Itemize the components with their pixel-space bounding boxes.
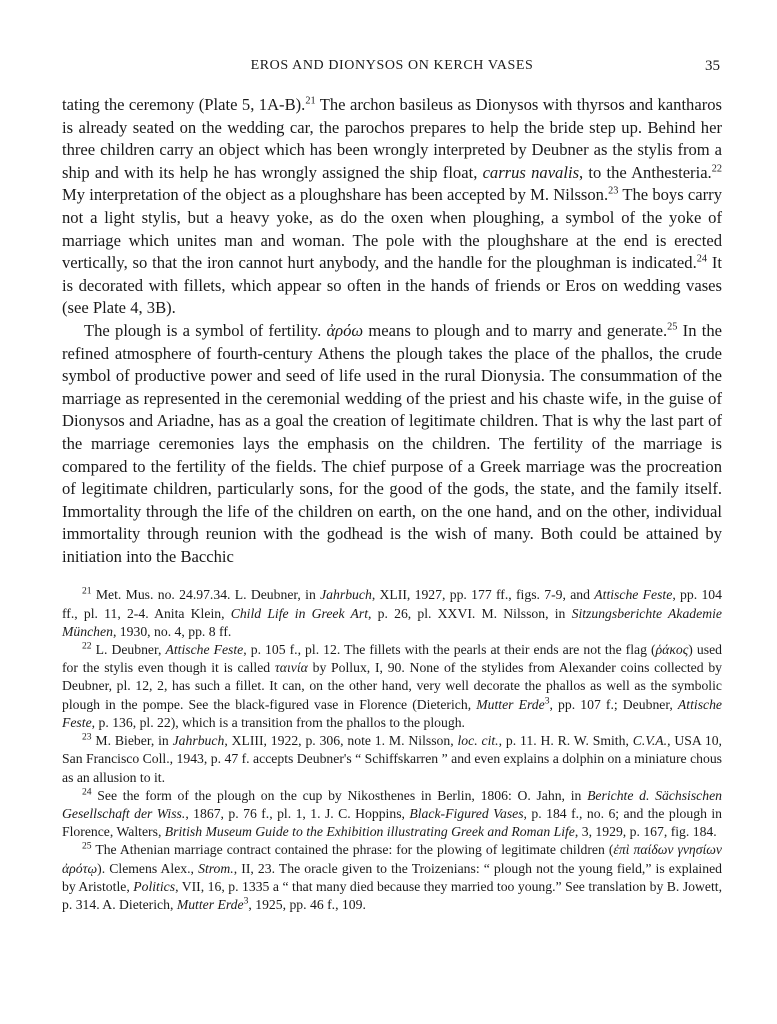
- italic-text: Black-Figured Vases: [409, 805, 524, 821]
- text-run: The plough is a symbol of fertility.: [84, 320, 327, 340]
- page-number: 35: [705, 58, 720, 74]
- text-run: M. Bieber, in: [91, 733, 173, 749]
- footnote-22: [62, 641, 722, 732]
- footnote-ref: 3: [243, 895, 249, 907]
- italic-text: Attische Feste: [165, 642, 244, 658]
- text-run: , USA 10, San Francisco Coll., 1943, p. 47 f. accepts Deubner's “ Schiffskarren ” and even explains a dolphin on a miniature chous as an allusion to it.: [62, 733, 722, 785]
- footnote-ref: 23: [608, 185, 619, 197]
- italic-text: Child Life in Greek Art: [230, 605, 369, 621]
- text-run: ). Clemens Alex.,: [97, 860, 199, 876]
- text-run: , VII, 16, p. 1335 a “ that many died because they married too young.” See translation by B. Jowett, p. 314. A. Dieterich,: [62, 878, 722, 912]
- italic-text: Sitzungsberichte Akademie München: [62, 605, 722, 639]
- text-run: , 1925, pp. 46 f., 109.: [248, 896, 366, 912]
- italic-text: Jahrbuch: [320, 587, 372, 603]
- text-run: , pp. 107 f.; Deubner,: [549, 696, 678, 712]
- running-title: EROS AND DIONYSOS ON KERCH VASES: [250, 58, 534, 73]
- italic-text: Mutter Erde: [476, 696, 545, 712]
- footnote-ref: 24: [82, 786, 92, 798]
- text-run: tating the ceremony (Plate 5, 1A-B).: [62, 95, 306, 114]
- footnote-ref: 21: [305, 95, 316, 107]
- text-run: , p. 136, pl. 22), which is a transition from the phallos to the plough.: [91, 714, 465, 730]
- text-run: , p. 105 f., pl. 12. The fillets with the pearls at their ends are not the flag (: [243, 642, 656, 658]
- italic-text: C.V.A.: [632, 733, 668, 749]
- italic-text: ἀρόω: [326, 320, 364, 340]
- paragraph: [62, 320, 722, 569]
- text-run: , to the Anthesteria.: [579, 162, 712, 182]
- text-run: My interpretation of the object as a ploughshare has been accepted by M. Nilsson.: [62, 185, 609, 205]
- text-run: See the form of the plough on the cup by Nikosthenes in Berlin, 1806: O. Jahn, in: [91, 787, 588, 803]
- italic-text: ῥάκος: [655, 642, 689, 658]
- text-run: , 1930, no. 4, pp. 8 ff.: [112, 623, 232, 639]
- text-run: The Athenian marriage contract contained the phrase: for the plowing of legitimate children (: [91, 842, 614, 858]
- footnote-ref: 24: [696, 253, 708, 265]
- running-header: [62, 58, 722, 80]
- italic-text: ἐπὶ παίδων γνησίων ἀρότῳ: [62, 842, 722, 876]
- italic-text: loc. cit.: [457, 733, 499, 749]
- text-run: , XLIII, 1922, p. 306, note 1. M. Nilsson,: [224, 733, 458, 749]
- footnote-24: [62, 787, 722, 842]
- text-run: by Pollux, I, 90. None of the stylides from Alexander coins collected by Deubner, pl. 12, 2, has such a fillet. It can, on the other hand, very well decorate the phallos as well as the symbolic plough in the pompe. See the black-figured vase in Florence (Dieterich,: [62, 660, 723, 712]
- text-run: , p. 26, pl. XXVI. M. Nilsson, in: [368, 605, 572, 621]
- text-run: In the refined atmosphere of fourth-century Athens the plough takes the place of the phallos, the crude symbol of productive power and seed of life used in the rural Dionysia. The consummation of the marriage as represented in the ceremonial wedding of the priest and his chaste wife, in the guise of Dionysos and Ariadne, has as a goal the creation of legitimate children. That is why the last part of the marriage ceremonies lays the emphasis on the children. The fertility of the marriage is compared to the fertility of the fields. The chief purpose of a Greek marriage was the procreation of legitimate children, particularly sons, for the good of the gods, the state, and the family itself. Immortality through the life of the children on earth, on the one hand, and on the other, individual immortality through reunion with the godhead is the wish of many. Both could be attained by initiation into the Bacchic: [62, 320, 722, 566]
- footnote-ref: 25: [82, 840, 92, 852]
- text-run: means to plough and to marry and generate.: [363, 320, 668, 340]
- footnote-23: [62, 732, 722, 787]
- footnote-ref: 22: [711, 163, 722, 175]
- italic-text: Mutter Erde: [176, 896, 244, 912]
- footnote-ref: 22: [82, 640, 92, 652]
- text-run: The archon basileus as Dionysos with thyrsos and kantharos is already seated on the wedding car, the parochos prepares to help the bride step up. Behind her three children carry an object which has been wrongly interpreted by Deubner as the stylis from a ship and with its help he has wrongly assigned the ship float,: [62, 95, 722, 182]
- paragraph: [62, 94, 722, 320]
- text-run: Met. Mus. no. 24.97.34. L. Deubner, in: [91, 587, 321, 603]
- text-run: , II, 23. The oracle given to the Troizenians: “ plough not the young field,” is explained by Aristotle,: [62, 860, 722, 894]
- text-run: , pp. 104 ff., pl. 11, 2-4. Anita Klein,: [62, 587, 722, 621]
- italic-text: Attische Feste: [62, 696, 723, 730]
- text-run: ) used for the stylis even though it is called: [62, 642, 722, 676]
- footnote-ref: 21: [82, 585, 92, 597]
- text-run: , p. 184 f., no. 6; and the plough in Florence, Walters,: [62, 805, 722, 840]
- text-run: , p. 11. H. R. W. Smith,: [498, 733, 633, 749]
- main-text: [62, 94, 722, 568]
- text-run: , XLII, 1927, pp. 177 ff., figs. 7-9, and: [371, 587, 595, 603]
- book-page: [62, 58, 722, 914]
- text-run: The boys carry not a light stylis, but a heavy yoke, as do the oxen when ploughing, a symbol of the yoke of marriage which unites man and woman. The pole with the ploughshare at the end is erected vertically, so that the iron cannot hurt anybody, and the handle for the ploughman is indicated.: [62, 185, 722, 273]
- italic-text: Attische Feste: [594, 587, 673, 603]
- footnote-ref: 23: [82, 731, 92, 743]
- footnote-25: [62, 841, 722, 914]
- text-run: , 3, 1929, p. 167, fig. 184.: [574, 824, 717, 840]
- text-run: L. Deubner,: [91, 642, 166, 658]
- italic-text: Politics: [133, 878, 176, 894]
- footnote-21: [62, 586, 722, 641]
- italic-text: carrus navalis: [482, 162, 580, 182]
- footnote-ref: 3: [544, 695, 550, 707]
- text-run: , 1867, p. 76 f., pl. 1, 1. J. C. Hoppins,: [185, 805, 410, 821]
- italic-text: Strom.: [198, 860, 234, 876]
- italic-text: Berichte d. Sächsischen Gesellschaft der Wiss.: [62, 787, 723, 821]
- italic-text: Jahrbuch: [172, 733, 225, 749]
- italic-text: ταινία: [274, 660, 308, 676]
- footnote-ref: 25: [667, 321, 678, 333]
- footnotes: [62, 586, 722, 914]
- italic-text: British Museum Guide to the Exhibition illustrating Greek and Roman Life: [164, 824, 575, 840]
- text-run: It is decorated with fillets, which appear so often in the hands of friends or Eros on wedding vases (see Plate 4, 3B).: [62, 253, 722, 318]
